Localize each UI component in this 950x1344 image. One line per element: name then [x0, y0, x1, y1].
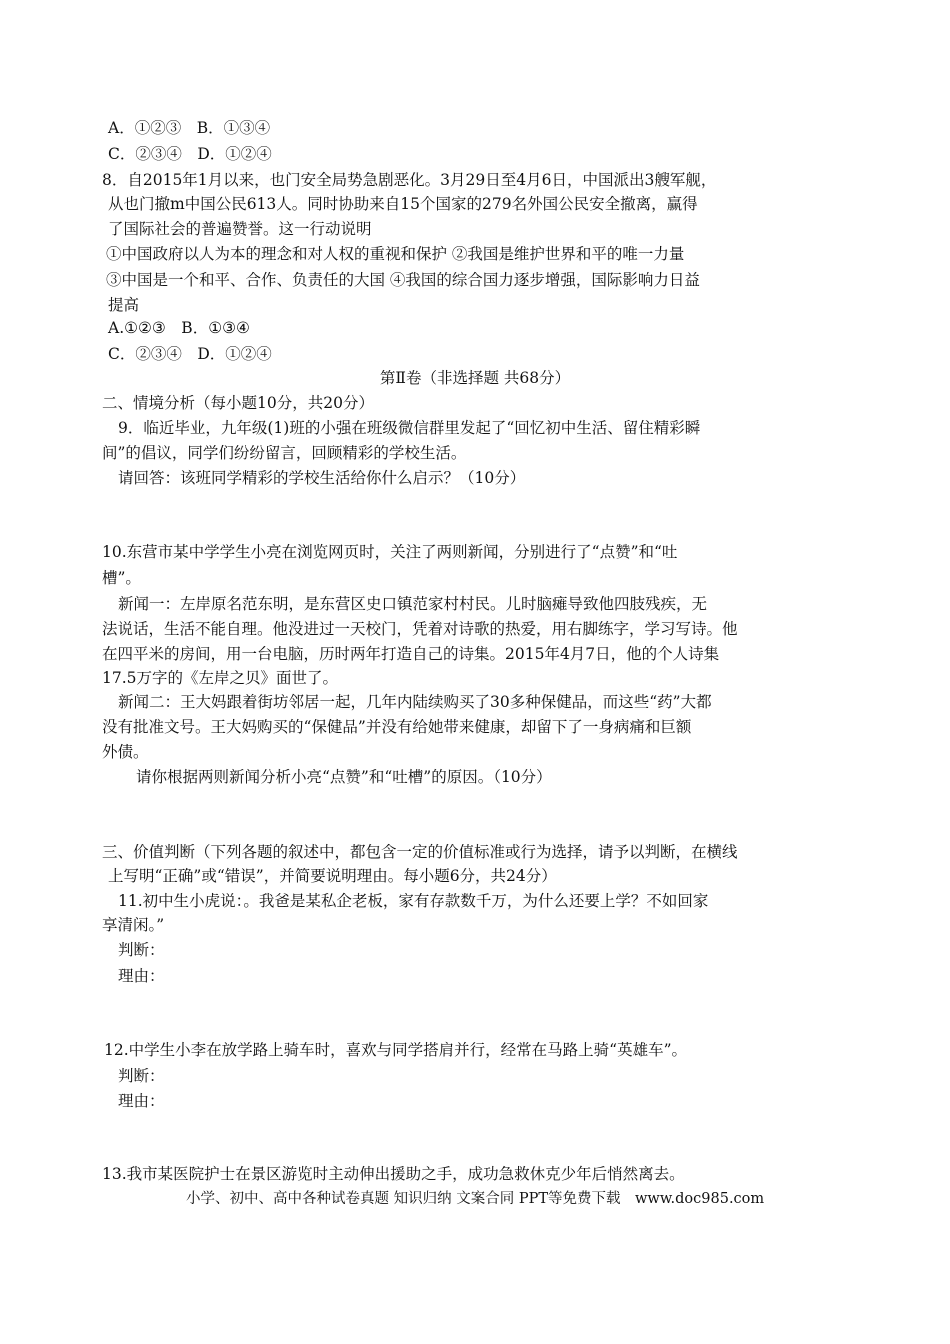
q10-question: 请你根据两则新闻分析小亮“点赞”和“吐槽”的原因。（10分）: [136, 768, 552, 786]
q10-stem-line1: 10.东营市某中学学生小亮在浏览网页时，关注了两则新闻，分别进行了“点赞”和“吐: [102, 543, 678, 561]
q7-options-cd: C．②③④ D．①②④: [108, 145, 272, 163]
q10-stem-line2: 槽”。: [102, 569, 141, 587]
part3-heading-line2: 上写明“正确”或“错误”，并简要说明理由。每小题6分，共24分）: [108, 867, 557, 885]
part2-heading: 二、情境分析（每小题10分，共20分）: [102, 394, 374, 412]
q10-news1-line4: 17.5万字的《左岸之贝》面世了。: [102, 669, 339, 687]
section-title: 第Ⅱ卷（非选择题 共68分）: [379, 369, 571, 387]
q8-choices-line3: 提高: [108, 296, 140, 314]
q7-options-ab: A．①②③ B．①③④: [108, 119, 271, 137]
q8-options-cd: C．②③④ D．①②④: [108, 345, 272, 363]
q8-choices-line2: ③中国是一个和平、合作、负责任的大国 ④我国的综合国力逐步增强，国际影响力日益: [106, 271, 700, 289]
q11-judgement-label: 判断：: [118, 941, 165, 959]
q9-question: 请回答：该班同学精彩的学校生活给你什么启示？（10分）: [118, 469, 526, 487]
q8-options-ab: A.①②③ B．①③④: [108, 319, 250, 337]
q9-stem-line2: 间”的倡议，同学们纷纷留言，回顾精彩的学校生活。: [102, 444, 467, 462]
q10-news1-line3: 在四平米的房间，用一台电脑，历时两年打造自己的诗集。2015年4月7日，他的个人诗集: [102, 645, 720, 663]
q8-stem-line3: 了国际社会的普遍赞誉。这一行动说明: [108, 220, 372, 238]
q11-stem-line1: 11.初中生小虎说：。我爸是某私企老板，家有存款数千万，为什么还要上学？不如回家: [118, 892, 709, 910]
q12-reason-label: 理由：: [118, 1092, 165, 1110]
part3-heading-line1: 三、价值判断（下列各题的叙述中，都包含一定的价值标准或行为选择，请予以判断，在横线: [102, 843, 738, 861]
q8-stem-line2: 从也门撤m中国公民613人。同时协助来自15个国家的279名外国公民安全撤离，赢得: [108, 195, 698, 213]
q10-news1-line1: 新闻一：左岸原名范东明，是东营区史口镇范家村村民。儿时脑瘫导致他四肢残疾，无: [118, 595, 708, 613]
q12-stem: 12.中学生小李在放学路上骑车时，喜欢与同学搭肩并行，经常在马路上骑“英雄车”。: [104, 1041, 688, 1059]
q13-stem: 13.我市某医院护士在景区游览时主动伸出援助之手，成功急救休克少年后悄然离去。: [102, 1165, 685, 1183]
q12-judgement-label: 判断：: [118, 1067, 165, 1085]
q10-news2-line3: 外债。: [102, 743, 149, 761]
q9-stem-line1: 9．临近毕业，九年级(1)班的小强在班级微信群里发起了“回忆初中生活、留住精彩瞬: [118, 419, 701, 437]
q11-stem-line2: 享清闲。”: [102, 916, 165, 934]
q8-stem-line1: 8．自2015年1月以来，也门安全局势急剧恶化。3月29日至4月6日，中国派出3艘军舰，: [102, 171, 717, 189]
q10-news2-line1: 新闻二：王大妈跟着街坊邻居一起，几年内陆续购买了30多种保健品，而这些“药”大都: [118, 693, 712, 711]
q8-choices-line1: ①中国政府以人为本的理念和对人权的重视和保护 ②我国是维护世界和平的唯一力量: [106, 245, 685, 263]
q11-reason-label: 理由：: [118, 967, 165, 985]
page-footer: 小学、初中、高中各种试卷真题 知识归纳 文案合同 PPT等免费下载 www.doc985.com: [186, 1191, 765, 1207]
q10-news2-line2: 没有批准文号。王大妈购买的“保健品”并没有给她带来健康，却留下了一身病痛和巨额: [102, 718, 692, 736]
q10-news1-line2: 法说话，生活不能自理。他没进过一天校门，凭着对诗歌的热爱，用右脚练字，学习写诗。他: [102, 620, 738, 638]
